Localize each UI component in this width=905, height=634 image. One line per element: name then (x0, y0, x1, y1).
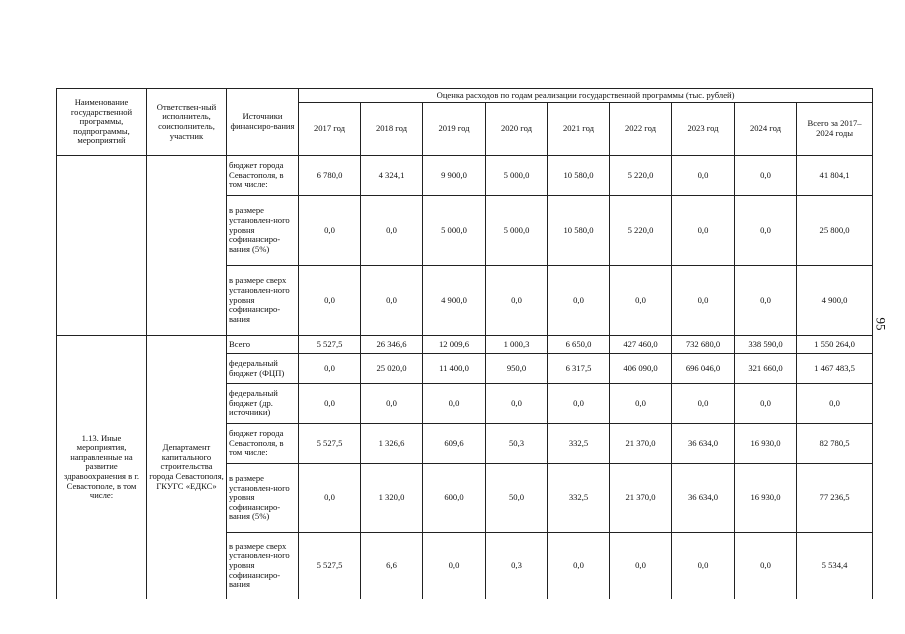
source-cell: в размере сверх установлен-ного уровня софинансиро-вания (227, 533, 299, 599)
header-year: 2018 год (361, 103, 423, 156)
value-cell: 21 370,0 (610, 464, 672, 533)
value-cell: 0,0 (672, 384, 735, 424)
header-year: 2017 год (299, 103, 361, 156)
value-cell: 6 650,0 (548, 336, 610, 354)
group1-name-cell (57, 156, 147, 336)
value-cell: 0,0 (548, 533, 610, 599)
total-cell: 25 800,0 (797, 196, 873, 266)
value-cell: 0,0 (299, 384, 361, 424)
value-cell: 11 400,0 (423, 354, 486, 384)
header-year: 2023 год (672, 103, 735, 156)
source-cell: бюджет города Севастополя, в том числе: (227, 424, 299, 464)
total-cell: 5 534,4 (797, 533, 873, 599)
value-cell: 0,0 (299, 354, 361, 384)
value-cell: 0,0 (486, 266, 548, 336)
value-cell: 1 000,3 (486, 336, 548, 354)
value-cell: 0,0 (361, 384, 423, 424)
value-cell: 36 634,0 (672, 464, 735, 533)
value-cell: 0,0 (735, 384, 797, 424)
value-cell: 0,0 (610, 266, 672, 336)
header-year: 2024 год (735, 103, 797, 156)
header-responsible: Ответствен-ный исполнитель, соисполнитель, участник (147, 89, 227, 156)
value-cell: 732 680,0 (672, 336, 735, 354)
total-cell: 1 467 483,5 (797, 354, 873, 384)
source-cell: бюджет города Севастополя, в том числе: (227, 156, 299, 196)
source-cell: в размере установлен-ного уровня софинансиро-вания (5%) (227, 196, 299, 266)
total-cell: 4 900,0 (797, 266, 873, 336)
table-header (57, 89, 873, 156)
budget-table (56, 88, 873, 599)
source-cell: в размере установлен-ного уровня софинансиро-вания (5%) (227, 464, 299, 533)
value-cell: 26 346,6 (361, 336, 423, 354)
value-cell: 0,0 (361, 266, 423, 336)
header-year: 2020 год (486, 103, 548, 156)
value-cell: 9 900,0 (423, 156, 486, 196)
value-cell: 0,0 (610, 384, 672, 424)
value-cell: 5 527,5 (299, 424, 361, 464)
value-cell: 0,0 (423, 533, 486, 599)
source-cell: федеральный бюджет (ФЦП) (227, 354, 299, 384)
value-cell: 0,0 (672, 156, 735, 196)
header-year: 2019 год (423, 103, 486, 156)
value-cell: 0,0 (299, 196, 361, 266)
table-body (57, 156, 873, 599)
value-cell: 36 634,0 (672, 424, 735, 464)
value-cell: 5 220,0 (610, 156, 672, 196)
page-number: 95 (873, 317, 889, 331)
table-row (57, 156, 873, 196)
value-cell: 0,0 (672, 196, 735, 266)
value-cell: 0,0 (610, 533, 672, 599)
total-cell: 0,0 (797, 384, 873, 424)
value-cell: 406 090,0 (610, 354, 672, 384)
value-cell: 4 324,1 (361, 156, 423, 196)
header-year: 2021 год (548, 103, 610, 156)
source-cell: в размере сверх установлен-ного уровня софинансиро-вания (227, 266, 299, 336)
value-cell: 12 009,6 (423, 336, 486, 354)
value-cell: 5 527,5 (299, 336, 361, 354)
header-year: 2022 год (610, 103, 672, 156)
total-cell: 77 236,5 (797, 464, 873, 533)
value-cell: 5 000,0 (423, 196, 486, 266)
value-cell: 609,6 (423, 424, 486, 464)
value-cell: 332,5 (548, 424, 610, 464)
group1-responsible-cell (147, 156, 227, 336)
total-cell: 1 550 264,0 (797, 336, 873, 354)
value-cell: 4 900,0 (423, 266, 486, 336)
value-cell: 600,0 (423, 464, 486, 533)
value-cell: 5 220,0 (610, 196, 672, 266)
table-row (57, 336, 873, 354)
value-cell: 0,0 (486, 384, 548, 424)
value-cell: 0,0 (361, 196, 423, 266)
value-cell: 16 930,0 (735, 464, 797, 533)
value-cell: 321 660,0 (735, 354, 797, 384)
value-cell: 0,0 (672, 266, 735, 336)
value-cell: 0,0 (548, 384, 610, 424)
value-cell: 950,0 (486, 354, 548, 384)
value-cell: 50,3 (486, 424, 548, 464)
value-cell: 0,0 (735, 196, 797, 266)
value-cell: 25 020,0 (361, 354, 423, 384)
value-cell: 6 780,0 (299, 156, 361, 196)
value-cell: 0,0 (299, 464, 361, 533)
value-cell: 50,0 (486, 464, 548, 533)
total-cell: 82 780,5 (797, 424, 873, 464)
value-cell: 0,0 (735, 156, 797, 196)
value-cell: 10 580,0 (548, 196, 610, 266)
source-cell: федеральный бюджет (др. источники) (227, 384, 299, 424)
header-total: Всего за 2017–2024 годы (797, 103, 873, 156)
value-cell: 0,0 (423, 384, 486, 424)
value-cell: 10 580,0 (548, 156, 610, 196)
value-cell: 16 930,0 (735, 424, 797, 464)
value-cell: 0,0 (672, 533, 735, 599)
total-cell: 41 804,1 (797, 156, 873, 196)
value-cell: 332,5 (548, 464, 610, 533)
group2-responsible-cell: Департамент капитального строительства города Севастополя, ГКУГС «ЕДКС» (147, 336, 227, 599)
value-cell: 0,0 (735, 533, 797, 599)
value-cell: 0,3 (486, 533, 548, 599)
header-sources: Источники финансиро-вания (227, 89, 299, 156)
value-cell: 6 317,5 (548, 354, 610, 384)
value-cell: 0,0 (735, 266, 797, 336)
group2-name-cell: 1.13. Иные мероприятия, направленные на развитие здравоохранения в г. Севастополе, в том числе: (57, 336, 147, 599)
value-cell: 0,0 (548, 266, 610, 336)
value-cell: 338 590,0 (735, 336, 797, 354)
value-cell: 0,0 (299, 266, 361, 336)
value-cell: 696 046,0 (672, 354, 735, 384)
value-cell: 5 000,0 (486, 156, 548, 196)
value-cell: 6,6 (361, 533, 423, 599)
header-name: Наименование государственной программы, подпрограммы, мероприятий (57, 89, 147, 156)
value-cell: 5 000,0 (486, 196, 548, 266)
source-cell: Всего (227, 336, 299, 354)
header-estimate-title: Оценка расходов по годам реализации государственной программы (тыс. рублей) (299, 89, 873, 103)
value-cell: 1 326,6 (361, 424, 423, 464)
value-cell: 5 527,5 (299, 533, 361, 599)
value-cell: 427 460,0 (610, 336, 672, 354)
value-cell: 21 370,0 (610, 424, 672, 464)
value-cell: 1 320,0 (361, 464, 423, 533)
